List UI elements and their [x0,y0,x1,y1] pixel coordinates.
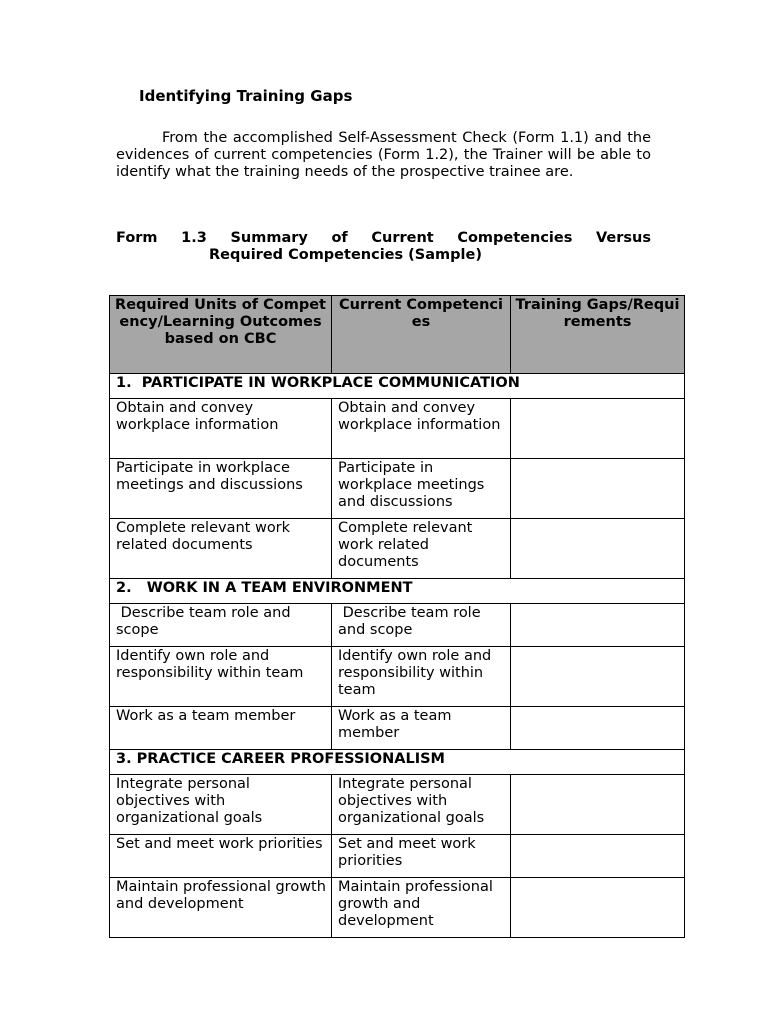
table-row [110,519,685,579]
current-cell: Participate in workplace meetings and discussions [332,459,511,519]
gap-cell [511,707,685,750]
section-row [110,374,685,399]
section-row [110,579,685,604]
form-title [116,230,651,264]
form-title-line1: Form 1.3 Summary of Current Competencies Versus [116,230,651,246]
header-current-competencies: Current Competencies [332,296,511,374]
gap-cell [511,459,685,519]
competency-table [109,295,685,938]
table-header-row [110,296,685,374]
current-cell: Obtain and convey workplace information [332,399,511,459]
table-row [110,459,685,519]
section-title: 2. WORK IN A TEAM ENVIRONMENT [110,579,685,604]
header-required-units: Required Units of Competency/Learning Outcomes based on CBC [110,296,332,374]
intro-paragraph: From the accomplished Self-Assessment Check (Form 1.1) and the evidences of current competencies (Form 1.2), the Trainer will be able to identify what the training needs of the prospective trainee are. [116,130,651,180]
gap-cell [511,835,685,878]
table-row [110,835,685,878]
current-cell: Maintain professional growth and development [332,878,511,938]
required-cell: Set and meet work priorities [110,835,332,878]
current-cell: Complete relevant work related documents [332,519,511,579]
gap-cell [511,775,685,835]
table-row [110,707,685,750]
gap-cell [511,399,685,459]
required-cell: Integrate personal objectives with organizational goals [110,775,332,835]
table-row [110,775,685,835]
current-cell: Identify own role and responsibility within team [332,647,511,707]
section-row [110,750,685,775]
table-row [110,399,685,459]
required-cell: Maintain professional growth and development [110,878,332,938]
required-cell: Describe team role and scope [110,604,332,647]
gap-cell [511,604,685,647]
required-cell: Work as a team member [110,707,332,750]
gap-cell [511,878,685,938]
current-cell: Set and meet work priorities [332,835,511,878]
section-title: 1. PARTICIPATE IN WORKPLACE COMMUNICATION [110,374,685,399]
gap-cell [511,647,685,707]
form-title-line2: Required Competencies (Sample) [209,247,482,263]
required-cell: Participate in workplace meetings and discussions [110,459,332,519]
gap-cell [511,519,685,579]
table-row [110,604,685,647]
section-title: 3. PRACTICE CAREER PROFESSIONALISM [110,750,685,775]
required-cell: Identify own role and responsibility within team [110,647,332,707]
current-cell: Describe team role and scope [332,604,511,647]
current-cell: Work as a team member [332,707,511,750]
page-title: Identifying Training Gaps [139,87,353,105]
required-cell: Obtain and convey workplace information [110,399,332,459]
current-cell: Integrate personal objectives with organizational goals [332,775,511,835]
table-row [110,647,685,707]
header-training-gaps: Training Gaps/Requirements [511,296,685,374]
table-row [110,878,685,938]
required-cell: Complete relevant work related documents [110,519,332,579]
